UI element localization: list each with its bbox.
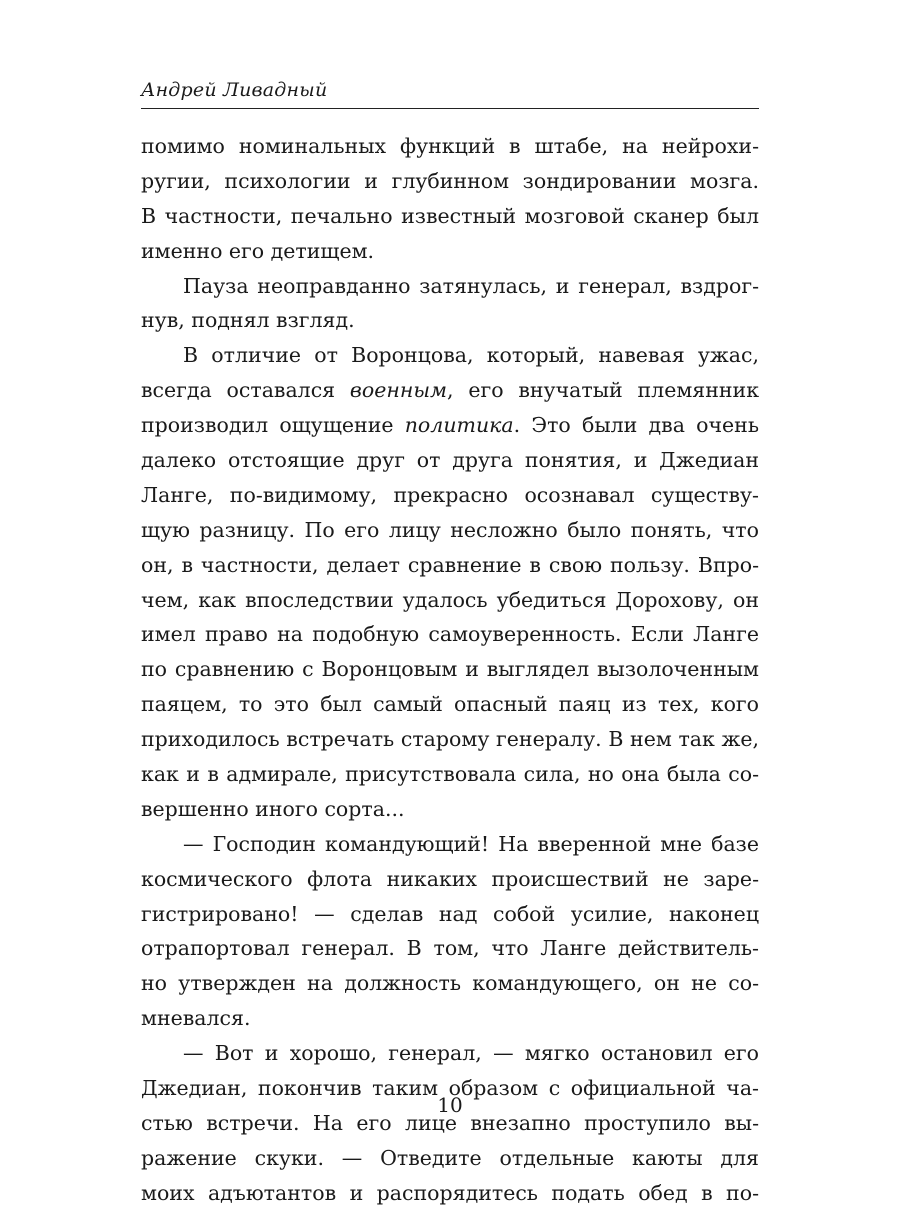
running-header [141, 78, 759, 109]
text-line [141, 443, 759, 478]
author-name: Андрей Ливадный [141, 79, 328, 101]
text-segment: отрапортовал генерал. В том, что Ланге действитель- [141, 936, 759, 961]
text-line [141, 234, 759, 269]
page-body-text [141, 129, 759, 1211]
text-line [141, 199, 759, 234]
text-line [141, 1036, 759, 1071]
text-segment: , его внучатый племянник [447, 378, 760, 403]
text-line [141, 862, 759, 897]
text-segment: по сравнению с Воронцовым и выглядел вызолоченным [141, 657, 759, 682]
text-segment: всегда оставался [141, 378, 350, 403]
text-segment: вершенно иного сорта... [141, 796, 405, 821]
italic-emphasis: военным [349, 378, 448, 403]
text-line [141, 548, 759, 583]
text-line [141, 722, 759, 757]
text-segment: моих адъютантов и распорядитесь подать обед в по- [141, 1180, 759, 1205]
text-segment: — Господин командующий! На вверенной мне базе [183, 831, 759, 856]
text-segment: как и в адмирале, присутствовала сила, но она была со- [141, 762, 759, 787]
italic-emphasis: политика [404, 413, 514, 438]
text-line [141, 1001, 759, 1036]
text-segment: Джедиан, покончив таким образом с официальной ча- [141, 1076, 759, 1101]
text-segment: — Вот и хорошо, генерал, — мягко остановил его [183, 1041, 759, 1066]
text-segment: В частности, печально известный мозговой сканер был [141, 203, 759, 228]
text-line [141, 408, 759, 443]
text-line [141, 1141, 759, 1176]
text-segment: имел право на подобную самоуверенность. Если Ланге [141, 622, 759, 647]
text-line [141, 792, 759, 827]
text-line [141, 303, 759, 338]
text-segment: именно его детищем. [141, 238, 375, 263]
text-line [141, 478, 759, 513]
text-segment: но утвержден на должность командующего, он не со- [141, 971, 759, 996]
text-line [141, 1176, 759, 1211]
text-segment: ругии, психологии и глубинном зондировании мозга. [141, 168, 759, 193]
text-segment: помимо номинальных функций в штабе, на нейрохи- [141, 134, 759, 158]
text-segment: В отличие от Воронцова, который, навевая ужас, [183, 343, 759, 368]
text-line [141, 827, 759, 862]
text-line [141, 966, 759, 1001]
text-line [141, 617, 759, 652]
text-segment: далеко отстоящие друг от друга понятия, и Джедиан [141, 448, 759, 473]
text-segment: щую разницу. По его лицу несложно было понять, что [141, 517, 759, 542]
text-line [141, 164, 759, 199]
text-segment: гистрировано! — сделав над собой усилие, наконец [141, 901, 759, 926]
text-line [141, 931, 759, 966]
text-segment: Пауза неоправданно затянулась, и генерал, вздрог- [183, 273, 759, 298]
text-line [141, 687, 759, 722]
text-segment: паяцем, то это был самый опасный паяц из тех, кого [141, 692, 759, 717]
text-segment: нув, поднял взгляд. [141, 308, 355, 333]
page-number: 10 [437, 1093, 463, 1117]
text-segment: производил ощущение [141, 413, 405, 438]
text-line [141, 583, 759, 618]
text-line [141, 129, 759, 164]
text-line [141, 513, 759, 548]
text-line [141, 897, 759, 932]
text-segment: Ланге, по-видимому, прекрасно осознавал существу- [141, 482, 759, 507]
text-segment: он, в частности, делает сравнение в свою пользу. Впро- [141, 552, 759, 577]
text-line [141, 373, 759, 408]
text-segment: чем, как впоследствии удалось убедиться Дорохову, он [141, 587, 759, 612]
text-segment: . Это были два очень [513, 413, 760, 438]
text-segment: стью встречи. На его лице внезапно проступило вы- [141, 1110, 759, 1135]
text-segment: ражение скуки. — Отведите отдельные каюты для [141, 1145, 759, 1170]
text-segment: приходилось встречать старому генералу. В нем так же, [141, 727, 759, 752]
text-line [141, 338, 759, 373]
text-line [141, 757, 759, 792]
text-line [141, 269, 759, 304]
text-segment: мневался. [141, 1006, 251, 1031]
text-segment: космического флота никаких происшествий не заре- [141, 866, 759, 891]
text-line [141, 652, 759, 687]
